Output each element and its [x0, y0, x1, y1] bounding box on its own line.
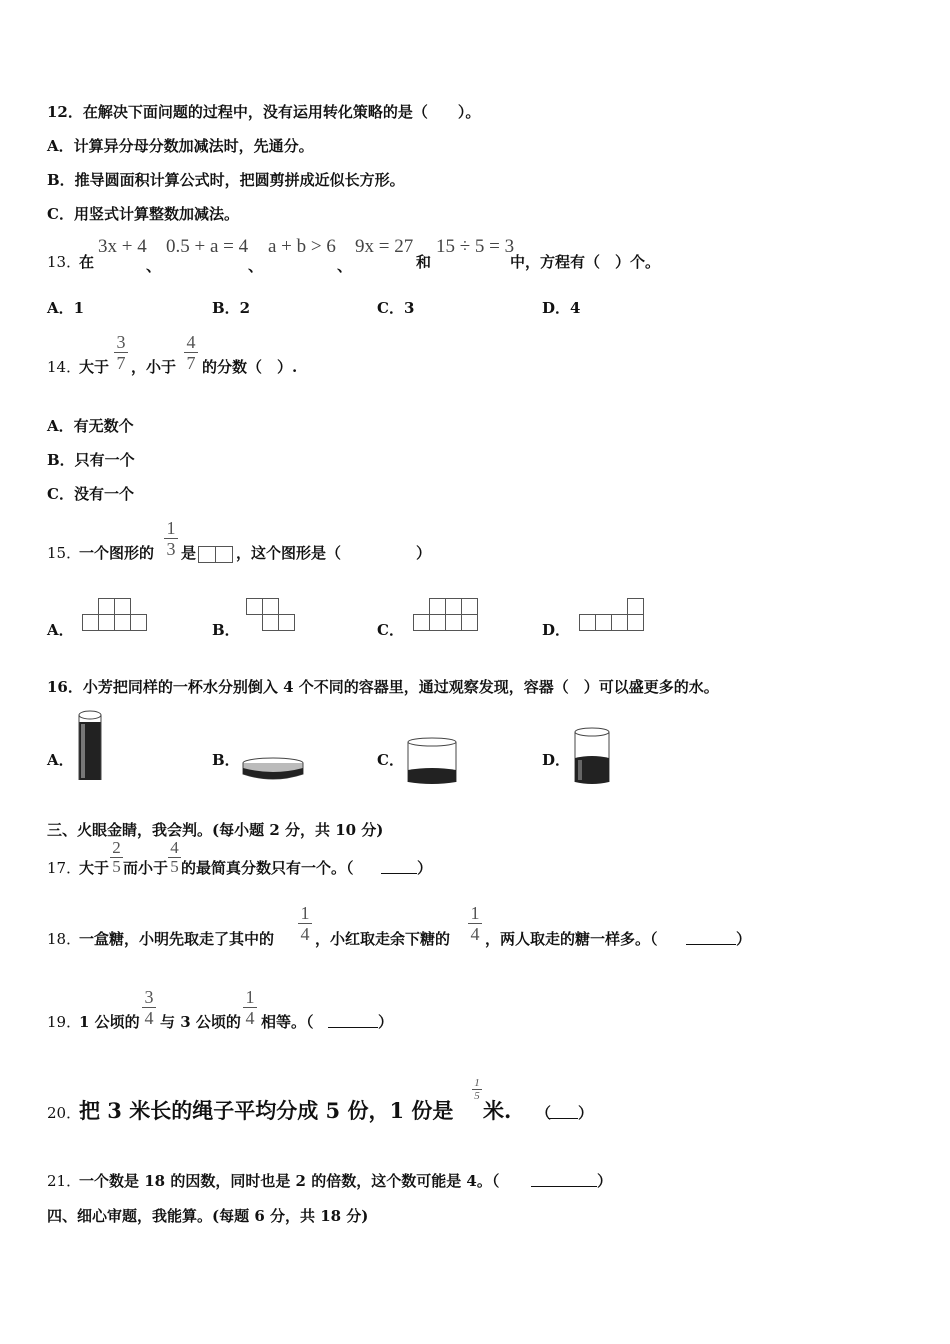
q13-expr-4: 9x = 27: [355, 236, 414, 257]
q19-text-2: 与 3 公顷的: [160, 1013, 241, 1031]
q20-answer-blank[interactable]: [548, 1104, 578, 1119]
q20-text-4: ）: [578, 1104, 594, 1122]
q19-text-4: ）: [378, 1013, 394, 1031]
q16-container-b: [240, 756, 306, 784]
q12-option-a: A．计算异分母分数加减法时，先通分。: [47, 137, 314, 155]
q13-number: 13．: [47, 253, 82, 271]
q15-option-c: C．: [377, 621, 404, 639]
q19-fraction-1: [142, 988, 156, 1027]
q21-number: 21．: [47, 1172, 82, 1190]
q15-f-denominator: 3: [166, 539, 176, 559]
q21-answer-blank[interactable]: [531, 1172, 597, 1187]
q20-f-numerator: 1: [474, 1077, 480, 1089]
q20-text-3: （: [536, 1104, 552, 1122]
q17-text-4: ）: [417, 859, 433, 877]
q14-number: 14．: [47, 358, 82, 376]
q15-given-shape: [198, 546, 234, 563]
q17-f1-denominator: 5: [112, 857, 121, 876]
section-3-heading: 三、火眼金睛，我会判。(每小题 2 分，共 10 分): [47, 821, 384, 839]
q16-container-c: [406, 736, 458, 788]
q15-text-3: ，这个图形是（ ）: [236, 544, 432, 562]
q16-option-b: B．: [212, 751, 240, 769]
q15-option-a: A．: [47, 621, 74, 639]
q14-text-1: 大于: [79, 358, 110, 376]
q13-expr-2: 0.5 + a = 4: [166, 236, 249, 257]
q15-fraction: [164, 519, 178, 558]
q20-number: 20．: [47, 1104, 82, 1122]
q19-f1-denominator: 4: [144, 1008, 154, 1028]
q15-number: 15．: [47, 544, 82, 562]
q17-number: 17．: [47, 859, 82, 877]
q18-number: 18．: [47, 930, 82, 948]
q13-sep-4: 和: [416, 253, 432, 271]
q17-text-3: 的最简真分数只有一个。（: [181, 859, 354, 877]
q19-text-3: 相等。（: [261, 1013, 314, 1031]
q18-f1-numerator: 1: [300, 903, 310, 923]
q14-option-c: C．没有一个: [47, 485, 134, 503]
q13-option-c: C．3: [377, 299, 415, 317]
q21-text-2: ）: [597, 1172, 613, 1190]
q13-sep-2: 、: [248, 257, 264, 275]
q19-fraction-2: [243, 988, 257, 1027]
q14-f1-numerator: 3: [116, 332, 126, 352]
q18-f1-denominator: 4: [300, 924, 310, 944]
q20-text-1: 把 3 米长的绳子平均分成 5 份，1 份是: [79, 1098, 454, 1123]
q15-option-d: D．: [542, 621, 571, 639]
q15-shape-b: [246, 598, 296, 632]
q14-option-b: B．只有一个: [47, 451, 135, 469]
q13-option-d: D．4: [542, 299, 581, 317]
section-4-heading: 四、细心审题，我能算。(每题 6 分，共 18 分): [47, 1207, 369, 1225]
q17-text-2: 而小于: [123, 859, 169, 877]
q13-post: 中，方程有（ ）个。: [510, 253, 661, 271]
q15-f-numerator: 1: [166, 518, 176, 538]
q15-shape-d: [579, 598, 645, 632]
q19-f2-denominator: 4: [245, 1008, 255, 1028]
q12-option-c: C．用竖式计算整数加减法。: [47, 205, 239, 223]
q14-option-a: A．有无数个: [47, 417, 134, 435]
q20-text-2: 米.: [483, 1098, 512, 1123]
q13-expr-1: 3x + 4: [98, 236, 147, 257]
q16-container-a: [76, 710, 104, 784]
q17-fraction-1: [110, 840, 123, 875]
q16-container-d: [572, 726, 612, 788]
q16-option-c: C．: [377, 751, 404, 769]
q17-answer-blank[interactable]: [381, 859, 417, 874]
q13-sep-1: 、: [146, 257, 162, 275]
q16-option-d: D．: [542, 751, 571, 769]
q15-text-2: 是: [181, 544, 197, 562]
q13-sep-3: 、: [337, 257, 353, 275]
q18-text-4: ）: [736, 930, 752, 948]
q17-fraction-2: [168, 840, 181, 875]
q15-option-b: B．: [212, 621, 240, 639]
q18-text-2: ，小红取走余下糖的: [315, 930, 451, 948]
q16-stem: 16．小芳把同样的一杯水分别倒入 4 个不同的容器里，通过观察发现，容器（ ）可以盛更多的水。: [47, 678, 719, 696]
q15-text-1: 一个图形的: [79, 544, 155, 562]
q12-option-b: B．推导圆面积计算公式时，把圆剪拼成近似长方形。: [47, 171, 405, 189]
q15-shape-c: [413, 598, 479, 632]
q14-text-2: ，小于: [131, 358, 177, 376]
q17-f2-denominator: 5: [170, 857, 179, 876]
q20-fraction: [472, 1078, 482, 1101]
q14-f2-denominator: 7: [186, 353, 196, 373]
q17-f1-numerator: 2: [112, 838, 121, 857]
q18-fraction-2: [468, 904, 482, 943]
q18-f2-denominator: 4: [470, 924, 480, 944]
q15-shape-a: [82, 598, 148, 632]
q13-option-a: A．1: [47, 299, 85, 317]
q19-answer-blank[interactable]: [328, 1013, 378, 1028]
q13-expr-5: 15 ÷ 5 = 3: [436, 236, 515, 257]
q13-option-b: B．2: [212, 299, 251, 317]
q14-f1-denominator: 7: [116, 353, 126, 373]
q18-answer-blank[interactable]: [686, 930, 736, 945]
q16-option-a: A．: [47, 751, 74, 769]
q19-f2-numerator: 1: [245, 987, 255, 1007]
q14-fraction-2: [184, 333, 198, 372]
q19-number: 19．: [47, 1013, 82, 1031]
q13-pre: 在: [79, 253, 95, 271]
q17-text-1: 大于: [79, 859, 110, 877]
q14-text-3: 的分数（ ）.: [202, 358, 298, 376]
q17-f2-numerator: 4: [170, 838, 179, 857]
q12-stem: 12．在解决下面问题的过程中，没有运用转化策略的是（ ）。: [47, 103, 481, 121]
q14-fraction-1: [114, 333, 128, 372]
q18-fraction-1: [298, 904, 312, 943]
q20-f-denominator: 5: [474, 1090, 480, 1102]
q13-expr-3: a + b > 6: [268, 236, 336, 257]
q21-text-1: 一个数是 18 的因数，同时也是 2 的倍数，这个数可能是 4。（: [79, 1172, 500, 1190]
q18-text-1: 一盒糖，小明先取走了其中的: [79, 930, 275, 948]
q14-f2-numerator: 4: [186, 332, 196, 352]
q18-f2-numerator: 1: [470, 903, 480, 923]
q19-text-1: 1 公顷的: [79, 1013, 140, 1031]
q18-text-3: ，两人取走的糖一样多。（: [485, 930, 658, 948]
q19-f1-numerator: 3: [144, 987, 154, 1007]
